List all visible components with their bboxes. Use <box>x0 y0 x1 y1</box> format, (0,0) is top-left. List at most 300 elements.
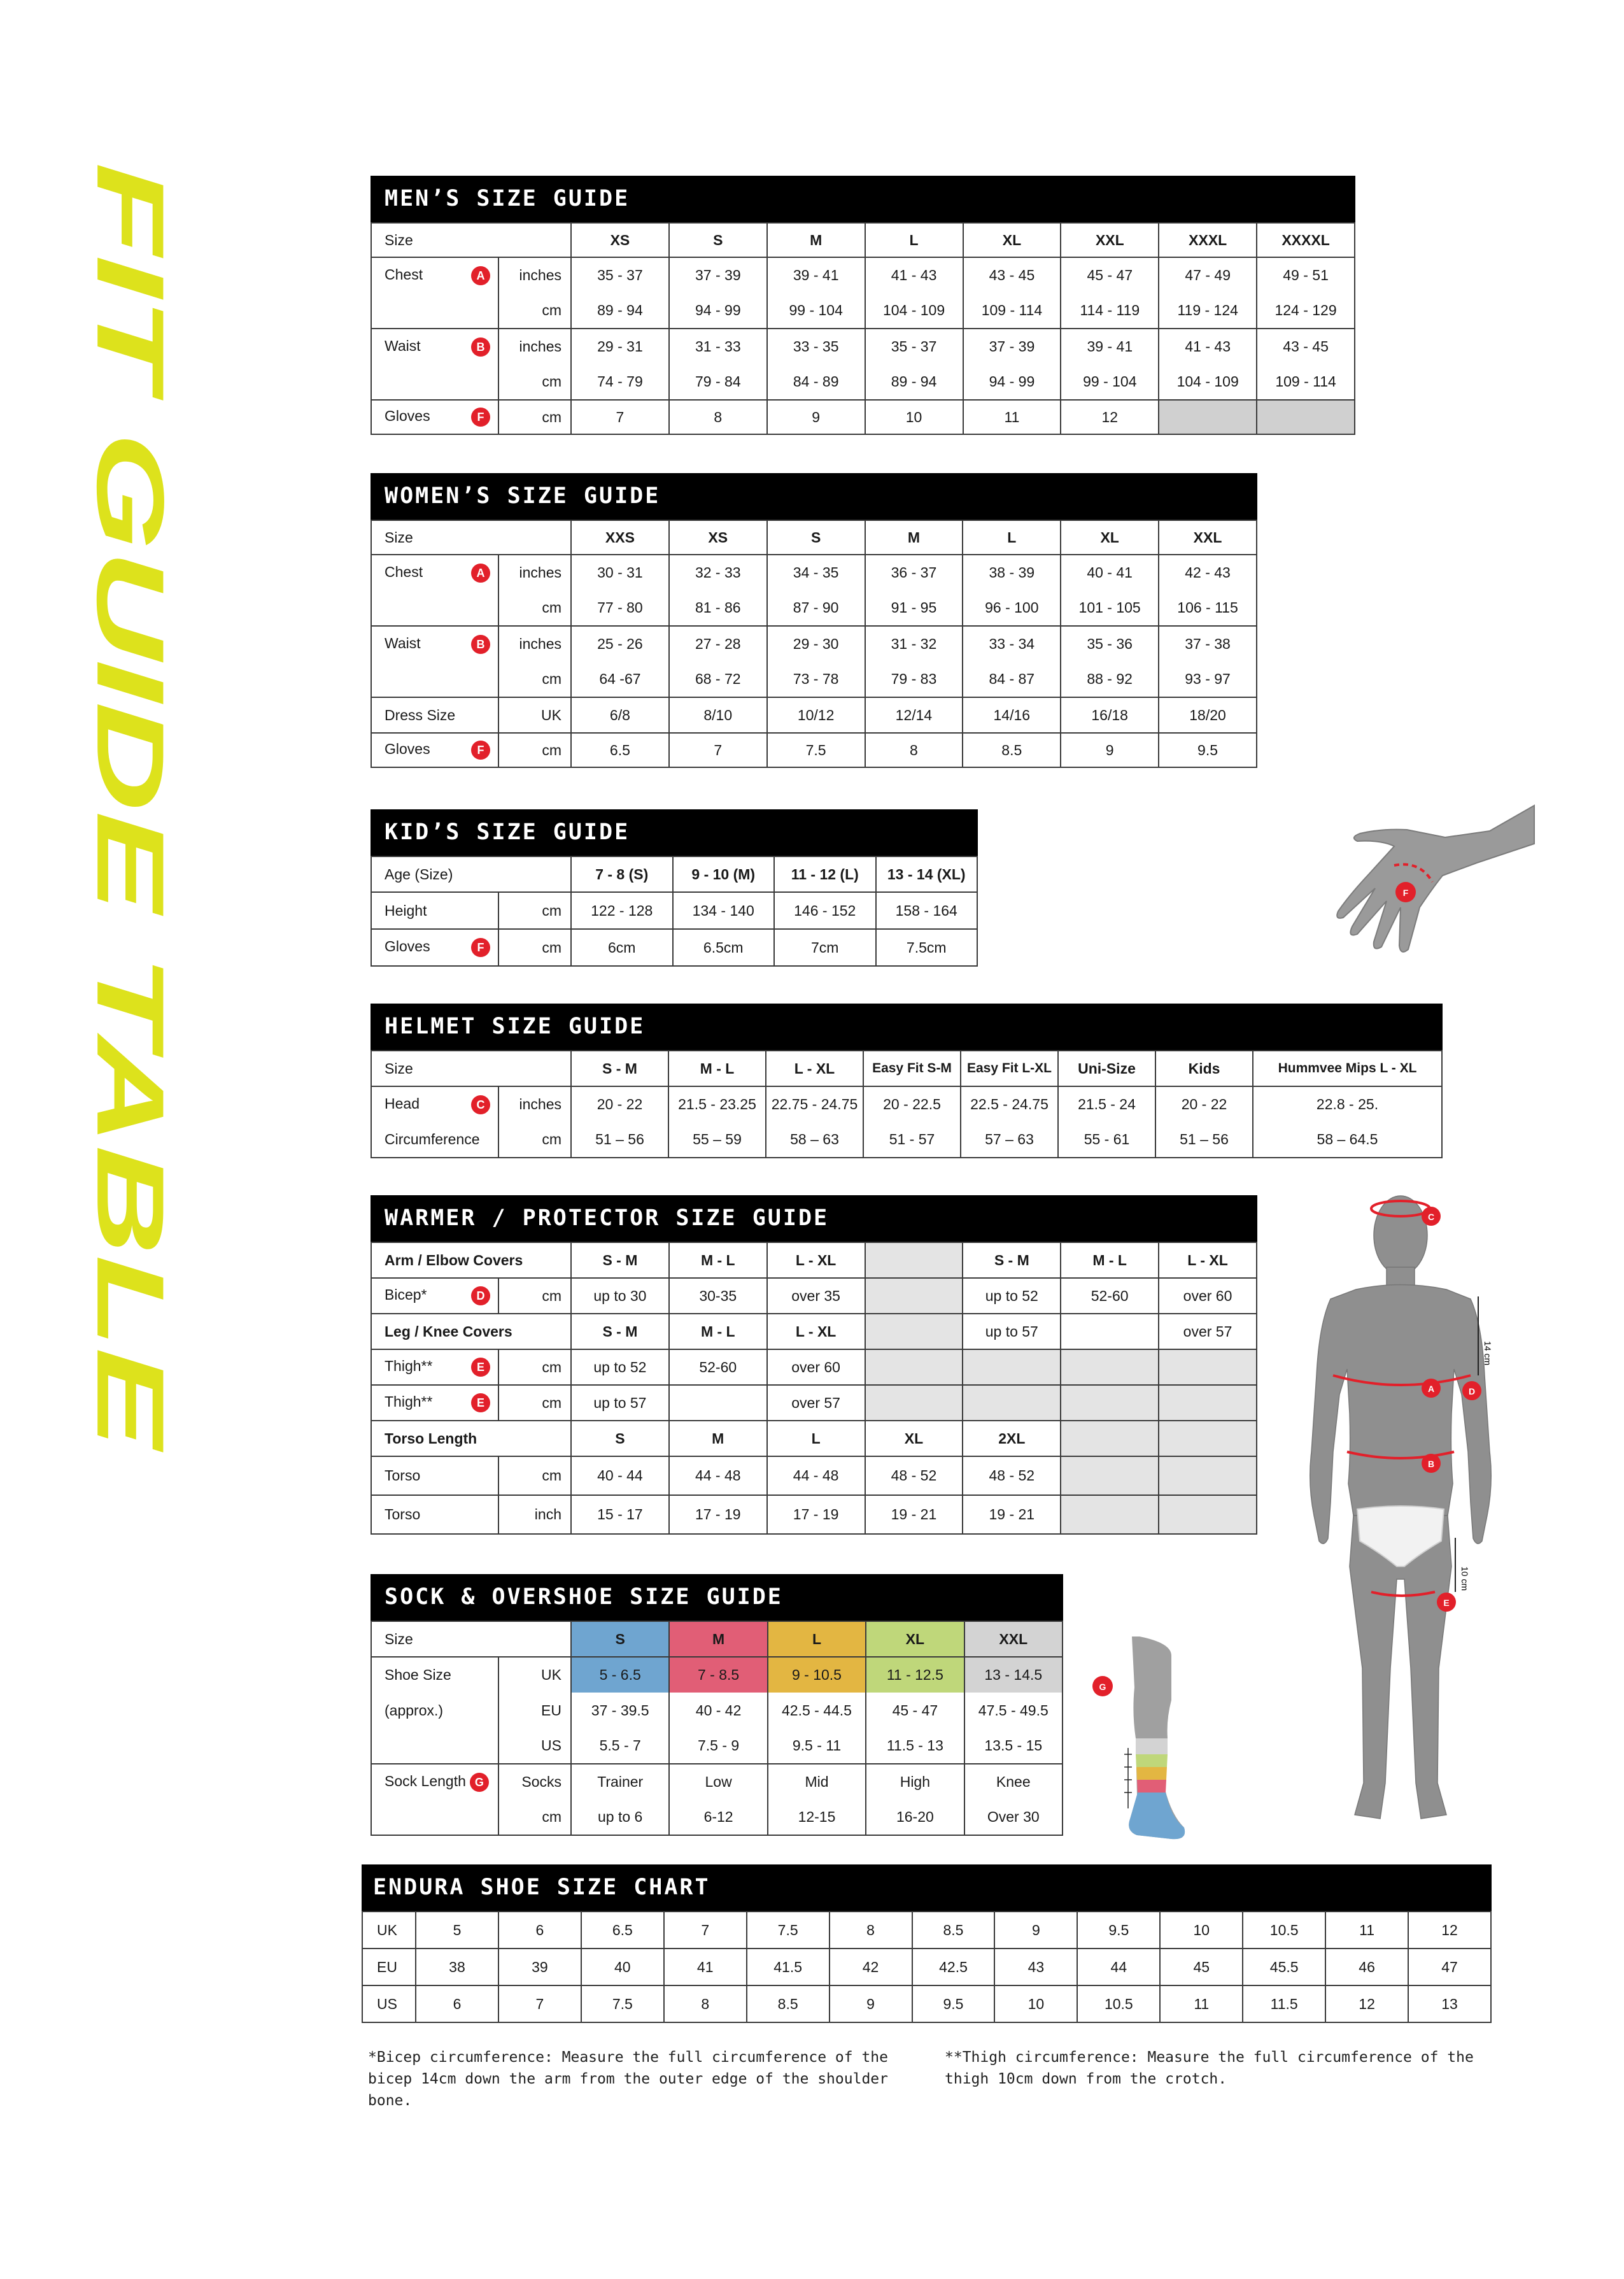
warmer-table <box>371 1242 1257 1535</box>
table-cell: 8.5 <box>747 1985 830 2022</box>
table-cell: 58 – 63 <box>766 1122 863 1158</box>
table-cell: Torso Length <box>371 1421 571 1456</box>
table-cell: 27 - 28 <box>669 626 767 662</box>
table-cell: 79 - 83 <box>865 662 963 697</box>
table-cell: 6/8 <box>571 697 669 733</box>
table-cell: 109 - 114 <box>963 293 1061 329</box>
endura-shoe-size-chart <box>362 1864 1492 2023</box>
badge-d: D <box>471 1286 490 1305</box>
table-cell: Size <box>371 1621 571 1657</box>
table-cell: 91 - 95 <box>865 590 963 626</box>
table-cell: Leg / Knee Covers <box>371 1314 571 1349</box>
row-label: Sock Length <box>385 1772 466 1789</box>
table-cell: 45.5 <box>1243 1949 1325 1985</box>
table-cell: 43 - 45 <box>963 257 1061 293</box>
table-cell: 39 - 41 <box>1061 329 1159 364</box>
table-cell: 13.5 - 15 <box>964 1728 1063 1764</box>
table-cell: cm <box>498 1122 571 1158</box>
table-cell: 7 - 8.5 <box>669 1657 767 1693</box>
table-row <box>371 1122 1442 1158</box>
table-row <box>371 856 977 892</box>
table-cell: 12 <box>1408 1912 1491 1949</box>
table-cell: 55 - 61 <box>1058 1122 1155 1158</box>
table-cell: UK <box>362 1912 416 1949</box>
sock-title: SOCK & OVERSHOE SIZE GUIDE <box>371 1574 1063 1621</box>
table-cell: 20 - 22 <box>571 1086 668 1122</box>
table-row <box>371 662 1257 697</box>
figure-label: FIT GUIDE TABLE <box>77 162 185 973</box>
table-cell: US <box>362 1985 416 2022</box>
table-cell: 8 <box>865 733 963 767</box>
table-cell: 42 - 43 <box>1159 555 1257 590</box>
table-cell: 15 - 17 <box>571 1495 669 1534</box>
badge-e: E <box>471 1393 490 1412</box>
table-cell: 104 - 109 <box>1159 364 1257 400</box>
shoe-title: ENDURA SHOE SIZE CHART <box>362 1864 1492 1911</box>
table-cell: XXL <box>964 1621 1063 1657</box>
table-cell: Hummvee Mips L - XL <box>1253 1051 1442 1086</box>
table-row <box>371 1764 1063 1800</box>
empty-cell <box>371 626 498 662</box>
table-cell: 109 - 114 <box>1257 364 1355 400</box>
table-cell: inch <box>498 1495 571 1534</box>
table-cell: Low <box>669 1764 767 1800</box>
row-label: Head <box>385 1095 420 1112</box>
table-cell: 35 - 37 <box>865 329 963 364</box>
table-cell: 49 - 51 <box>1257 257 1355 293</box>
table-row <box>371 590 1257 626</box>
table-cell: 48 - 52 <box>865 1456 963 1495</box>
table-cell: over 57 <box>767 1385 865 1421</box>
table-cell: M <box>767 223 865 257</box>
table-cell: 158 - 164 <box>876 892 978 929</box>
empty-cell <box>371 1278 498 1314</box>
table-cell: 11 - 12 (L) <box>774 856 876 892</box>
table-cell: 44 <box>1077 1949 1160 1985</box>
table-cell: M <box>669 1621 767 1657</box>
table-cell: 34 - 35 <box>767 555 865 590</box>
row-label: Thigh** <box>385 1393 433 1410</box>
table-cell: 6 <box>498 1912 581 1949</box>
table-cell: 38 - 39 <box>963 555 1061 590</box>
table-cell: M - L <box>669 1314 767 1349</box>
sock-size-guide <box>371 1574 1063 1836</box>
empty-cell <box>371 555 498 590</box>
empty-cell <box>1159 1495 1257 1534</box>
table-cell: 6 <box>416 1985 498 2022</box>
table-cell: 7.5 <box>747 1912 830 1949</box>
row-label: Gloves <box>385 408 430 424</box>
table-cell: 5 <box>416 1912 498 1949</box>
body-illustration <box>1280 1184 1522 1840</box>
table-row <box>371 1800 1063 1835</box>
table-cell: S - M <box>571 1314 669 1349</box>
hand-illustration <box>1299 799 1541 965</box>
table-cell: 55 – 59 <box>668 1122 766 1158</box>
table-cell: 104 - 109 <box>865 293 963 329</box>
figure-label: G <box>1099 1682 1106 1692</box>
table-cell: 47 - 49 <box>1159 257 1257 293</box>
table-cell: 8 <box>664 1985 747 2022</box>
table-cell: XXL <box>1159 520 1257 555</box>
womens-size-guide <box>371 473 1257 768</box>
table-cell: M - L <box>1061 1242 1159 1278</box>
empty-cell <box>371 662 498 697</box>
table-row <box>371 1349 1257 1385</box>
table-cell: EU <box>498 1693 571 1728</box>
kids-size-guide <box>371 809 978 967</box>
table-cell: 12-15 <box>768 1800 866 1835</box>
table-cell: 45 - 47 <box>866 1693 964 1728</box>
mens-table <box>371 222 1355 435</box>
table-cell: M <box>865 520 963 555</box>
empty-cell <box>371 364 498 400</box>
table-cell: 101 - 105 <box>1061 590 1159 626</box>
table-cell: 79 - 84 <box>669 364 767 400</box>
helmet-size-guide <box>371 1004 1443 1158</box>
empty-cell <box>371 929 498 966</box>
badge-f: F <box>471 408 490 427</box>
table-cell: 58 – 64.5 <box>1253 1122 1442 1158</box>
table-cell: 87 - 90 <box>767 590 865 626</box>
table-cell: 7cm <box>774 929 876 966</box>
empty-cell <box>1257 400 1355 434</box>
table-cell: 7 - 8 (S) <box>571 856 673 892</box>
table-cell: 29 - 31 <box>571 329 669 364</box>
table-row <box>371 400 1355 434</box>
figure-label: F <box>1402 888 1409 898</box>
table-cell: inches <box>498 555 571 590</box>
empty-cell <box>865 1242 963 1278</box>
table-cell: up to 52 <box>571 1349 669 1385</box>
badge-b: B <box>471 337 490 357</box>
table-cell: 77 - 80 <box>571 590 669 626</box>
table-cell: 122 - 128 <box>571 892 673 929</box>
table-cell: 48 - 52 <box>963 1456 1061 1495</box>
table-cell: XL <box>963 223 1061 257</box>
table-cell: XL <box>866 1621 964 1657</box>
table-cell: 7 <box>498 1985 581 2022</box>
badge-a: A <box>471 266 490 285</box>
empty-cell <box>865 1349 963 1385</box>
figure-label: B <box>1427 1459 1435 1469</box>
table-cell: over 60 <box>767 1349 865 1385</box>
table-cell: 45 - 47 <box>1061 257 1159 293</box>
table-cell: 10 <box>865 400 963 434</box>
table-cell: 22.5 - 24.75 <box>961 1086 1058 1122</box>
table-cell: 16-20 <box>866 1800 964 1835</box>
table-cell: Uni-Size <box>1058 1051 1155 1086</box>
table-cell: S - M <box>571 1242 669 1278</box>
table-cell: inches <box>498 1086 571 1122</box>
table-cell: Arm / Elbow Covers <box>371 1242 571 1278</box>
table-cell: cm <box>498 733 571 767</box>
table-cell: 38 <box>416 1949 498 1985</box>
table-cell: 6-12 <box>669 1800 767 1835</box>
table-cell: 7 <box>669 733 767 767</box>
table-cell: 29 - 30 <box>767 626 865 662</box>
table-cell: cm <box>498 364 571 400</box>
table-row <box>371 520 1257 555</box>
table-row <box>371 733 1257 767</box>
table-cell: S <box>571 1621 669 1657</box>
table-cell: L - XL <box>1159 1242 1257 1278</box>
table-cell: S <box>767 520 865 555</box>
table-cell: 22.8 - 25. <box>1253 1086 1442 1122</box>
table-cell: cm <box>498 1278 571 1314</box>
table-cell: UK <box>498 697 571 733</box>
table-cell: 12 <box>1325 1985 1408 2022</box>
table-cell: 41 <box>664 1949 747 1985</box>
table-row <box>371 1385 1257 1421</box>
empty-cell <box>1159 1456 1257 1495</box>
table-row <box>371 329 1355 364</box>
note-thigh: **Thigh circumference: Measure the full circumference of the thigh 10cm down from the crotch. <box>945 2049 1474 2087</box>
empty-cell <box>371 329 498 364</box>
table-cell: 7 <box>571 400 669 434</box>
table-cell: 16/18 <box>1061 697 1159 733</box>
shoe-table <box>362 1911 1492 2023</box>
table-cell: 99 - 104 <box>1061 364 1159 400</box>
table-row <box>371 1086 1442 1122</box>
table-cell: 5.5 - 7 <box>571 1728 669 1764</box>
empty-cell <box>371 293 498 329</box>
table-cell: Torso <box>371 1495 498 1534</box>
table-row <box>362 1949 1491 1985</box>
table-cell: Height <box>371 892 498 929</box>
table-cell: 21.5 - 23.25 <box>668 1086 766 1122</box>
empty-cell <box>371 733 498 767</box>
table-cell: Mid <box>768 1764 866 1800</box>
table-cell: 94 - 99 <box>963 364 1061 400</box>
row-label: Gloves <box>385 938 430 955</box>
table-cell: 44 - 48 <box>767 1456 865 1495</box>
empty-cell <box>1061 1385 1159 1421</box>
table-row <box>371 257 1355 293</box>
table-cell: 8 <box>669 400 767 434</box>
table-cell: XXXXL <box>1257 223 1355 257</box>
table-cell: 89 - 94 <box>571 293 669 329</box>
table-cell: 9.5 <box>1159 733 1257 767</box>
table-cell: L - XL <box>766 1051 863 1086</box>
table-cell: 74 - 79 <box>571 364 669 400</box>
table-cell: S - M <box>571 1051 668 1086</box>
empty-cell <box>371 1728 498 1764</box>
table-cell: L <box>768 1621 866 1657</box>
empty-cell <box>865 1314 963 1349</box>
badge-f: F <box>471 741 490 760</box>
row-label: Waist <box>385 337 421 354</box>
table-cell: 33 - 34 <box>963 626 1061 662</box>
table-cell: 12/14 <box>865 697 963 733</box>
table-cell: 14/16 <box>963 697 1061 733</box>
table-cell: XXL <box>1061 223 1159 257</box>
table-cell: 36 - 37 <box>865 555 963 590</box>
table-cell: 64 -67 <box>571 662 669 697</box>
empty-cell <box>371 1086 498 1122</box>
figure-label: C <box>1427 1212 1435 1222</box>
table-row <box>371 1242 1257 1278</box>
table-cell: over 60 <box>1159 1278 1257 1314</box>
kids-title: KID’S SIZE GUIDE <box>371 809 978 856</box>
table-cell: 11 <box>1325 1912 1408 1949</box>
table-cell: M <box>669 1421 767 1456</box>
table-cell: cm <box>498 892 571 929</box>
table-cell: 52-60 <box>1061 1278 1159 1314</box>
table-cell: US <box>498 1728 571 1764</box>
table-cell: 43 <box>994 1949 1077 1985</box>
badge-a: A <box>471 564 490 583</box>
table-cell: Shoe Size <box>371 1657 498 1693</box>
table-row <box>371 1693 1063 1728</box>
table-cell: 42 <box>830 1949 912 1985</box>
table-cell: 35 - 36 <box>1061 626 1159 662</box>
table-cell: 43 - 45 <box>1257 329 1355 364</box>
table-cell: 19 - 21 <box>963 1495 1061 1534</box>
table-cell: 9.5 <box>1077 1912 1160 1949</box>
table-cell: 9.5 - 11 <box>768 1728 866 1764</box>
table-row <box>371 364 1355 400</box>
empty-cell <box>865 1278 963 1314</box>
table-cell: 146 - 152 <box>774 892 876 929</box>
womens-title: WOMEN’S SIZE GUIDE <box>371 473 1257 520</box>
table-row <box>362 1912 1491 1949</box>
table-cell: 7.5cm <box>876 929 978 966</box>
empty-cell <box>371 400 498 434</box>
table-cell: Size <box>371 223 571 257</box>
empty-cell <box>865 1385 963 1421</box>
table-cell: 10.5 <box>1243 1912 1325 1949</box>
empty-cell <box>963 1385 1061 1421</box>
table-cell: 7.5 <box>581 1985 664 2022</box>
table-cell: 7 <box>664 1912 747 1949</box>
warmer-title: WARMER / PROTECTOR SIZE GUIDE <box>371 1195 1257 1242</box>
table-cell: 9 <box>994 1912 1077 1949</box>
badge-c: C <box>471 1095 490 1114</box>
figure-label: E <box>1443 1598 1450 1608</box>
table-row <box>371 1278 1257 1314</box>
table-cell: 10/12 <box>767 697 865 733</box>
empty-cell <box>963 1349 1061 1385</box>
table-cell: S <box>669 223 767 257</box>
table-cell: (approx.) <box>371 1693 498 1728</box>
table-cell: L <box>963 520 1061 555</box>
table-cell: 57 – 63 <box>961 1122 1058 1158</box>
table-cell: over 35 <box>767 1278 865 1314</box>
table-cell: 68 - 72 <box>669 662 767 697</box>
table-row <box>371 1495 1257 1534</box>
table-cell: XS <box>669 520 767 555</box>
table-cell: inches <box>498 626 571 662</box>
table-cell: up to 57 <box>571 1385 669 1421</box>
table-cell: cm <box>498 400 571 434</box>
table-cell: over 57 <box>1159 1314 1257 1349</box>
womens-table <box>371 520 1257 768</box>
table-row <box>371 293 1355 329</box>
table-row <box>371 1456 1257 1495</box>
empty-cell <box>371 590 498 626</box>
figure-label: D <box>1468 1386 1476 1396</box>
table-cell: up to 6 <box>571 1800 669 1835</box>
table-cell: 8/10 <box>669 697 767 733</box>
table-cell: 6.5 <box>581 1912 664 1949</box>
table-cell: 88 - 92 <box>1061 662 1159 697</box>
empty-cell <box>1061 1349 1159 1385</box>
table-cell: L <box>865 223 963 257</box>
table-cell: 40 - 41 <box>1061 555 1159 590</box>
table-cell: cm <box>498 662 571 697</box>
table-cell: cm <box>498 1800 571 1835</box>
table-cell: 40 - 42 <box>669 1693 767 1728</box>
table-cell: M - L <box>669 1242 767 1278</box>
table-cell: Easy Fit L-XL <box>961 1051 1058 1086</box>
table-row <box>371 1051 1442 1086</box>
empty-cell <box>1061 1421 1159 1456</box>
table-cell: 22.75 - 24.75 <box>766 1086 863 1122</box>
table-cell: 11 <box>963 400 1061 434</box>
table-cell: 41 - 43 <box>1159 329 1257 364</box>
table-cell: 19 - 21 <box>865 1495 963 1534</box>
table-cell: Knee <box>964 1764 1063 1800</box>
table-cell: up to 52 <box>963 1278 1061 1314</box>
table-cell: 42.5 <box>912 1949 995 1985</box>
mens-size-guide <box>371 176 1355 435</box>
table-row <box>362 1985 1491 2022</box>
warmer-size-guide <box>371 1195 1257 1535</box>
table-cell: 73 - 78 <box>767 662 865 697</box>
table-cell: 8.5 <box>912 1912 995 1949</box>
row-label: Bicep* <box>385 1286 427 1303</box>
table-cell: M - L <box>668 1051 766 1086</box>
table-cell: 31 - 33 <box>669 329 767 364</box>
table-cell: XXS <box>571 520 669 555</box>
table-cell: XL <box>865 1421 963 1456</box>
table-cell: 106 - 115 <box>1159 590 1257 626</box>
table-cell: 11 - 12.5 <box>866 1657 964 1693</box>
empty-cell <box>1061 1495 1159 1534</box>
table-cell: up to 30 <box>571 1278 669 1314</box>
table-cell: 31 - 32 <box>865 626 963 662</box>
table-cell: 119 - 124 <box>1159 293 1257 329</box>
table-cell: 51 – 56 <box>571 1122 668 1158</box>
table-cell: UK <box>498 1657 571 1693</box>
table-cell: 96 - 100 <box>963 590 1061 626</box>
table-cell: Age (Size) <box>371 856 571 892</box>
table-cell: 9 - 10 (M) <box>673 856 775 892</box>
badge-e: E <box>471 1358 490 1377</box>
table-cell: 17 - 19 <box>669 1495 767 1534</box>
figure-label: A <box>1427 1384 1435 1394</box>
table-cell: 37 - 39 <box>669 257 767 293</box>
table-cell: Circumference <box>371 1122 498 1158</box>
table-cell: 99 - 104 <box>767 293 865 329</box>
table-cell: 20 - 22.5 <box>863 1086 961 1122</box>
row-label: Gloves <box>385 741 430 757</box>
table-cell: 47.5 - 49.5 <box>964 1693 1063 1728</box>
table-cell: 17 - 19 <box>767 1495 865 1534</box>
table-cell: 13 <box>1408 1985 1491 2022</box>
table-cell: 12 <box>1061 400 1159 434</box>
table-cell: 39 - 41 <box>767 257 865 293</box>
table-cell: 10 <box>1160 1912 1243 1949</box>
table-cell: EU <box>362 1949 416 1985</box>
table-cell: 13 - 14 (XL) <box>876 856 978 892</box>
table-cell: 134 - 140 <box>673 892 775 929</box>
empty-cell <box>1159 1349 1257 1385</box>
table-cell: 8 <box>830 1912 912 1949</box>
table-cell: Dress Size <box>371 697 498 733</box>
table-row <box>371 697 1257 733</box>
